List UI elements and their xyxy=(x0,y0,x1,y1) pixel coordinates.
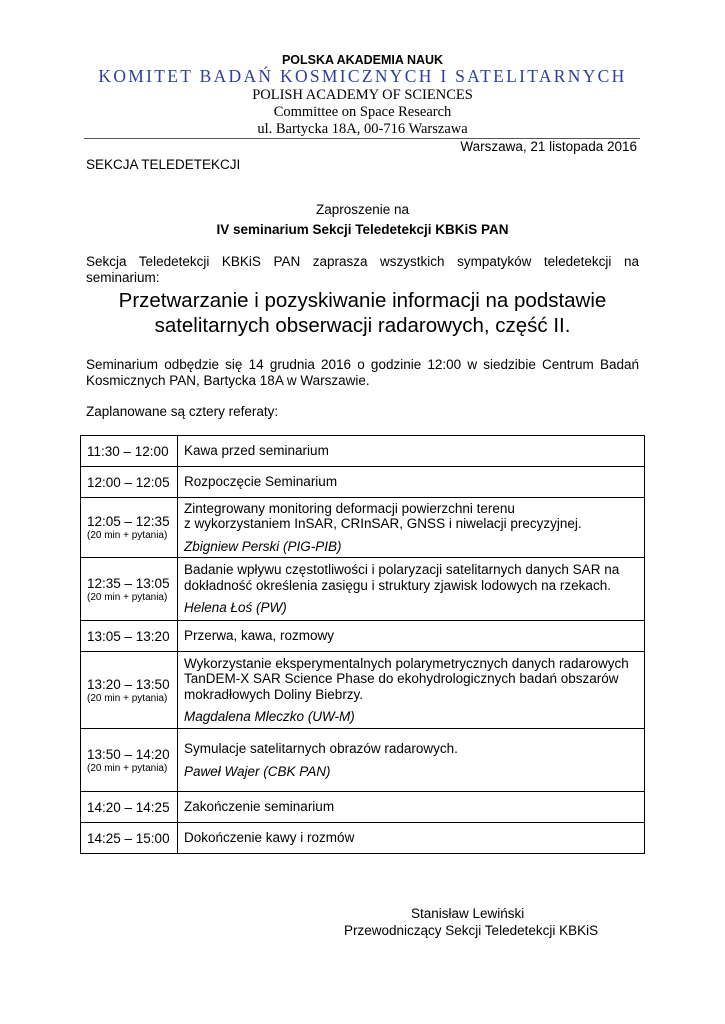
agenda-desc-line: Symulacje satelitarnych obrazów radarowych. xyxy=(184,741,458,756)
agenda-time: 13:05 – 13:20 xyxy=(87,628,170,644)
address: ul. Bartycka 18A, 00-716 Warszawa xyxy=(257,121,468,137)
agenda-desc-line: Kawa przed seminarium xyxy=(184,443,329,459)
agenda-row xyxy=(81,729,645,792)
agenda-time-cell xyxy=(81,823,178,854)
agenda-row xyxy=(81,652,645,729)
agenda-time-cell xyxy=(81,498,178,558)
agenda-desc-line: Badanie wpływu częstotliwości i polaryzacji satelitarnych danych SAR na xyxy=(184,562,620,578)
signature-role: Przewodniczący Sekcji Teledetekcji KBKiS xyxy=(344,923,599,938)
committee-name-en: Committee on Space Research xyxy=(273,104,452,120)
agenda-body xyxy=(81,436,645,854)
intro-paragraph: Sekcja Teledetekcji KBKiS PAN zaprasza wszystkich sympatyków teledetekcji na seminarium: xyxy=(86,254,639,285)
agenda-time-note: (20 min + pytania) xyxy=(87,692,168,704)
seminar-name: IV seminarium Sekcji Teledetekcji KBKiS PAN xyxy=(216,222,509,237)
agenda-row xyxy=(81,823,645,854)
agenda-time-cell xyxy=(81,558,178,621)
date-line: Warszawa, 21 listopada 2016 xyxy=(460,139,637,154)
agenda-speaker: Helena Łoś (PW) xyxy=(184,600,287,616)
agenda-desc-line: Zintegrowany monitoring deformacji powierzchni terenu xyxy=(184,500,515,516)
agenda-time-cell xyxy=(81,792,178,823)
agenda-time: 14:20 – 14:25 xyxy=(87,799,170,815)
planned-talks-line: Zaplanowane są cztery referaty: xyxy=(86,404,279,419)
agenda-speaker: Magdalena Mleczko (UW-M) xyxy=(184,709,355,724)
agenda-time-cell xyxy=(81,652,178,729)
academy-name-pl: POLSKA AKADEMIA NAUK xyxy=(281,53,444,67)
agenda-desc-line: Wykorzystanie eksperymentalnych polarymetrycznych danych radarowych xyxy=(184,655,629,671)
agenda-time: 12:05 – 12:35 xyxy=(87,514,170,529)
agenda-desc-line: dokładność określenia zasięgu i struktury zjawisk lodowych na rzekach. xyxy=(184,577,611,593)
agenda-row xyxy=(81,498,645,558)
agenda-time: 14:25 – 15:00 xyxy=(87,830,170,846)
agenda-time-cell xyxy=(81,729,178,792)
agenda-desc-cell xyxy=(178,498,645,558)
agenda-time: 13:20 – 13:50 xyxy=(87,676,170,692)
agenda-desc-line: mokradłowych Doliny Biebrzy. xyxy=(184,686,364,702)
agenda-row xyxy=(81,621,645,652)
committee-name-pl: KOMITET BADAŃ KOSMICZNYCH I SATELITARNYCH xyxy=(98,66,627,86)
agenda-time-note: (20 min + pytania) xyxy=(87,591,168,603)
agenda-table xyxy=(80,435,645,854)
agenda-time: 13:50 – 14:20 xyxy=(87,746,170,762)
signature-name: Stanisław Lewiński xyxy=(411,906,525,921)
invitation-line: Zaproszenie na xyxy=(315,202,410,217)
agenda-desc-line: z wykorzystaniem InSAR, CRInSAR, GNSS i niwelacji precyzyjnej. xyxy=(184,516,582,532)
seminar-title xyxy=(0,288,725,338)
agenda-time-cell xyxy=(81,467,178,498)
agenda-time-cell xyxy=(81,436,178,467)
details-paragraph: Seminarium odbędzie się 14 grudnia 2016 o godzinie 12:00 w siedzibie Centrum Badań Kosmicznych PAN, Bartycka 18A w Warszawie. xyxy=(86,357,639,388)
seminar-title-line-2: satelitarnych obserwacji radarowych, część II. xyxy=(154,314,571,337)
agenda-desc-line: Przerwa, kawa, rozmowy xyxy=(184,628,335,644)
agenda-speaker: Paweł Wajer (CBK PAN) xyxy=(184,763,331,779)
agenda-time: 12:00 – 12:05 xyxy=(87,474,170,490)
agenda-desc-line: Rozpoczęcie Seminarium xyxy=(184,474,338,490)
agenda-desc-cell xyxy=(178,729,645,792)
academy-name-en: POLISH ACADEMY OF SCIENCES xyxy=(252,87,473,103)
agenda-time-note: (20 min + pytania) xyxy=(87,762,168,774)
agenda-time: 12:35 – 13:05 xyxy=(87,575,170,591)
agenda-desc-cell xyxy=(178,652,645,729)
agenda-row xyxy=(81,436,645,467)
seminar-title-line-1: Przetwarzanie i pozyskiwanie informacji na podstawie xyxy=(118,289,607,312)
agenda-desc-cell xyxy=(178,792,645,823)
section-name: SEKCJA TELEDETEKCJI xyxy=(86,157,241,172)
agenda-desc-cell xyxy=(178,558,645,621)
agenda-desc-cell xyxy=(178,823,645,854)
agenda-desc-cell xyxy=(178,436,645,467)
agenda-desc-line: TanDEM-X SAR Science Phase do ekohydrologicznych badań obszarów xyxy=(184,671,619,686)
agenda-row xyxy=(81,558,645,621)
agenda-desc-cell xyxy=(178,621,645,652)
agenda-time-note: (20 min + pytania) xyxy=(87,530,168,541)
agenda-speaker: Zbigniew Perski (PIG-PIB) xyxy=(184,538,342,554)
agenda-row xyxy=(81,792,645,823)
agenda-time: 11:30 – 12:00 xyxy=(87,443,169,459)
agenda-desc-line: Zakończenie seminarium xyxy=(184,799,335,815)
agenda-time-cell xyxy=(81,621,178,652)
agenda-desc-cell xyxy=(178,467,645,498)
agenda-desc-line: Dokończenie kawy i rozmów xyxy=(184,830,355,846)
agenda-row xyxy=(81,467,645,498)
